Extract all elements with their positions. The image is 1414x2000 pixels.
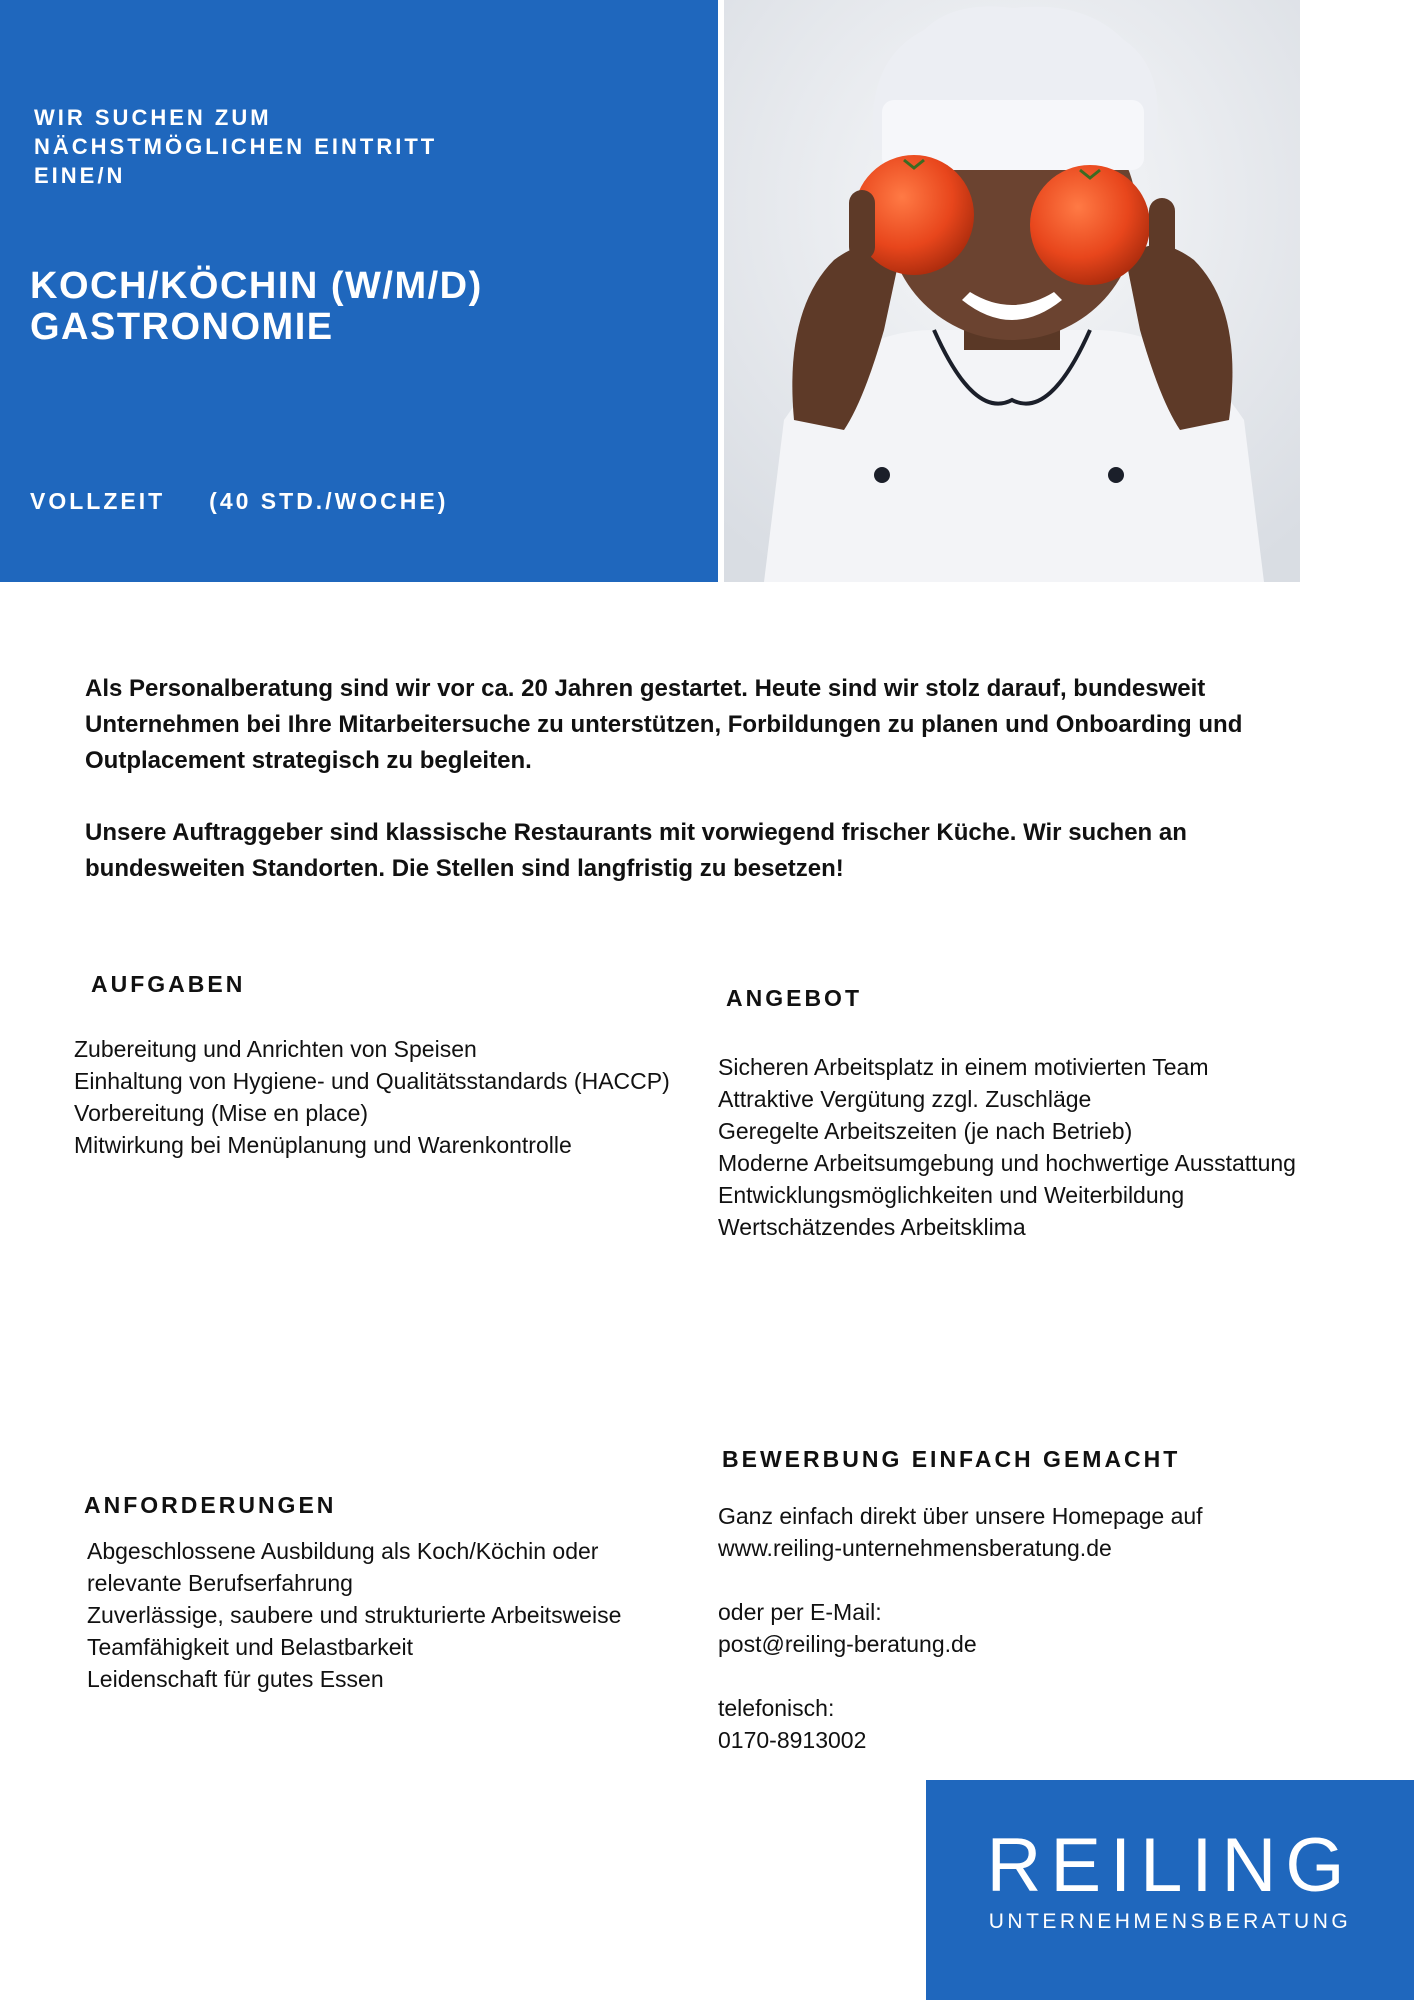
email-link[interactable]: post@reiling-beratung.de	[718, 1631, 977, 1657]
about-paragraph: Als Personalberatung sind wir vor ca. 20 Jahren gestartet. Heute sind wir stolz darauf, bundesweit Unternehmen bei Ihre Mitarbeitersuche zu unterstützen, Forbildungen zu planen und Onboarding und Outplacement strategisch zu begleiten.	[85, 675, 1243, 774]
contact-info	[718, 1500, 1203, 1756]
header-panel	[0, 0, 718, 582]
list-item: Moderne Arbeitsumgebung und hochwertige Ausstattung	[718, 1150, 1296, 1176]
company-logo	[926, 1780, 1414, 2000]
intro-line: NÄCHSTMÖGLICHEN EINTRITT	[34, 134, 438, 159]
anforderungen-list	[87, 1535, 621, 1695]
list-item: Einhaltung von Hygiene- und Qualitätsstandards (HACCP)	[74, 1068, 670, 1094]
list-item: Geregelte Arbeitszeiten (je nach Betrieb)	[718, 1118, 1133, 1144]
list-item: Attraktive Vergütung zzgl. Zuschläge	[718, 1086, 1092, 1112]
intro-line: WIR SUCHEN ZUM	[34, 105, 272, 130]
intro-text	[34, 103, 437, 190]
angebot-heading: ANGEBOT	[726, 985, 862, 1011]
employment-type: VOLLZEIT	[30, 488, 166, 514]
list-item: Wertschätzendes Arbeitsklima	[718, 1214, 1026, 1240]
logo-name: REILING	[986, 1823, 1354, 1908]
list-item: Vorbereitung (Mise en place)	[74, 1100, 369, 1126]
list-item: Sicheren Arbeitsplatz in einem motivierten Team	[718, 1054, 1209, 1080]
website-link[interactable]: www.reiling-unternehmensberatung.de	[718, 1535, 1112, 1561]
list-item: Zubereitung und Anrichten von Speisen	[74, 1036, 477, 1062]
list-item: Leidenschaft für gutes Essen	[87, 1666, 384, 1692]
list-item: Mitwirkung bei Menüplanung und Warenkontrolle	[74, 1132, 572, 1158]
list-item: Entwicklungsmöglichkeiten und Weiterbildung	[718, 1182, 1185, 1208]
job-title-line: GASTRONOMIE	[30, 306, 334, 348]
contact-intro: Ganz einfach direkt über unsere Homepage auf	[718, 1503, 1203, 1529]
email-label: oder per E-Mail:	[718, 1599, 882, 1625]
aufgaben-heading: AUFGABEN	[91, 971, 246, 997]
clients-paragraph: Unsere Auftraggeber sind klassische Restaurants mit vorwiegend frischer Küche. Wir suchen an bundesweiten Standorten. Die Stellen sind langfristig zu besetzen!	[85, 819, 1187, 882]
logo-subtitle: UNTERNEHMENSBERATUNG	[988, 1910, 1352, 1933]
list-item: Abgeschlossene Ausbildung als Koch/Köchin oder	[87, 1538, 599, 1564]
list-item: Zuverlässige, saubere und strukturierte Arbeitsweise	[87, 1602, 622, 1628]
list-item: relevante Berufserfahrung	[87, 1570, 353, 1596]
job-title	[30, 266, 483, 348]
phone-number[interactable]: 0170-8913002	[718, 1727, 867, 1753]
phone-label: telefonisch:	[718, 1695, 835, 1721]
weekly-hours: (40 STD./WOCHE)	[209, 488, 449, 514]
aufgaben-list	[74, 1033, 670, 1161]
working-hours	[30, 488, 448, 515]
intro-line: EINE/N	[34, 163, 126, 188]
chef-photo	[724, 0, 1300, 582]
list-item: Teamfähigkeit und Belastbarkeit	[87, 1634, 414, 1660]
angebot-list	[718, 1051, 1296, 1243]
bewerbung-heading: BEWERBUNG EINFACH GEMACHT	[722, 1446, 1181, 1472]
job-title-line: KOCH/KÖCHIN (W/M/D)	[30, 265, 483, 307]
anforderungen-heading: ANFORDERUNGEN	[84, 1492, 337, 1518]
